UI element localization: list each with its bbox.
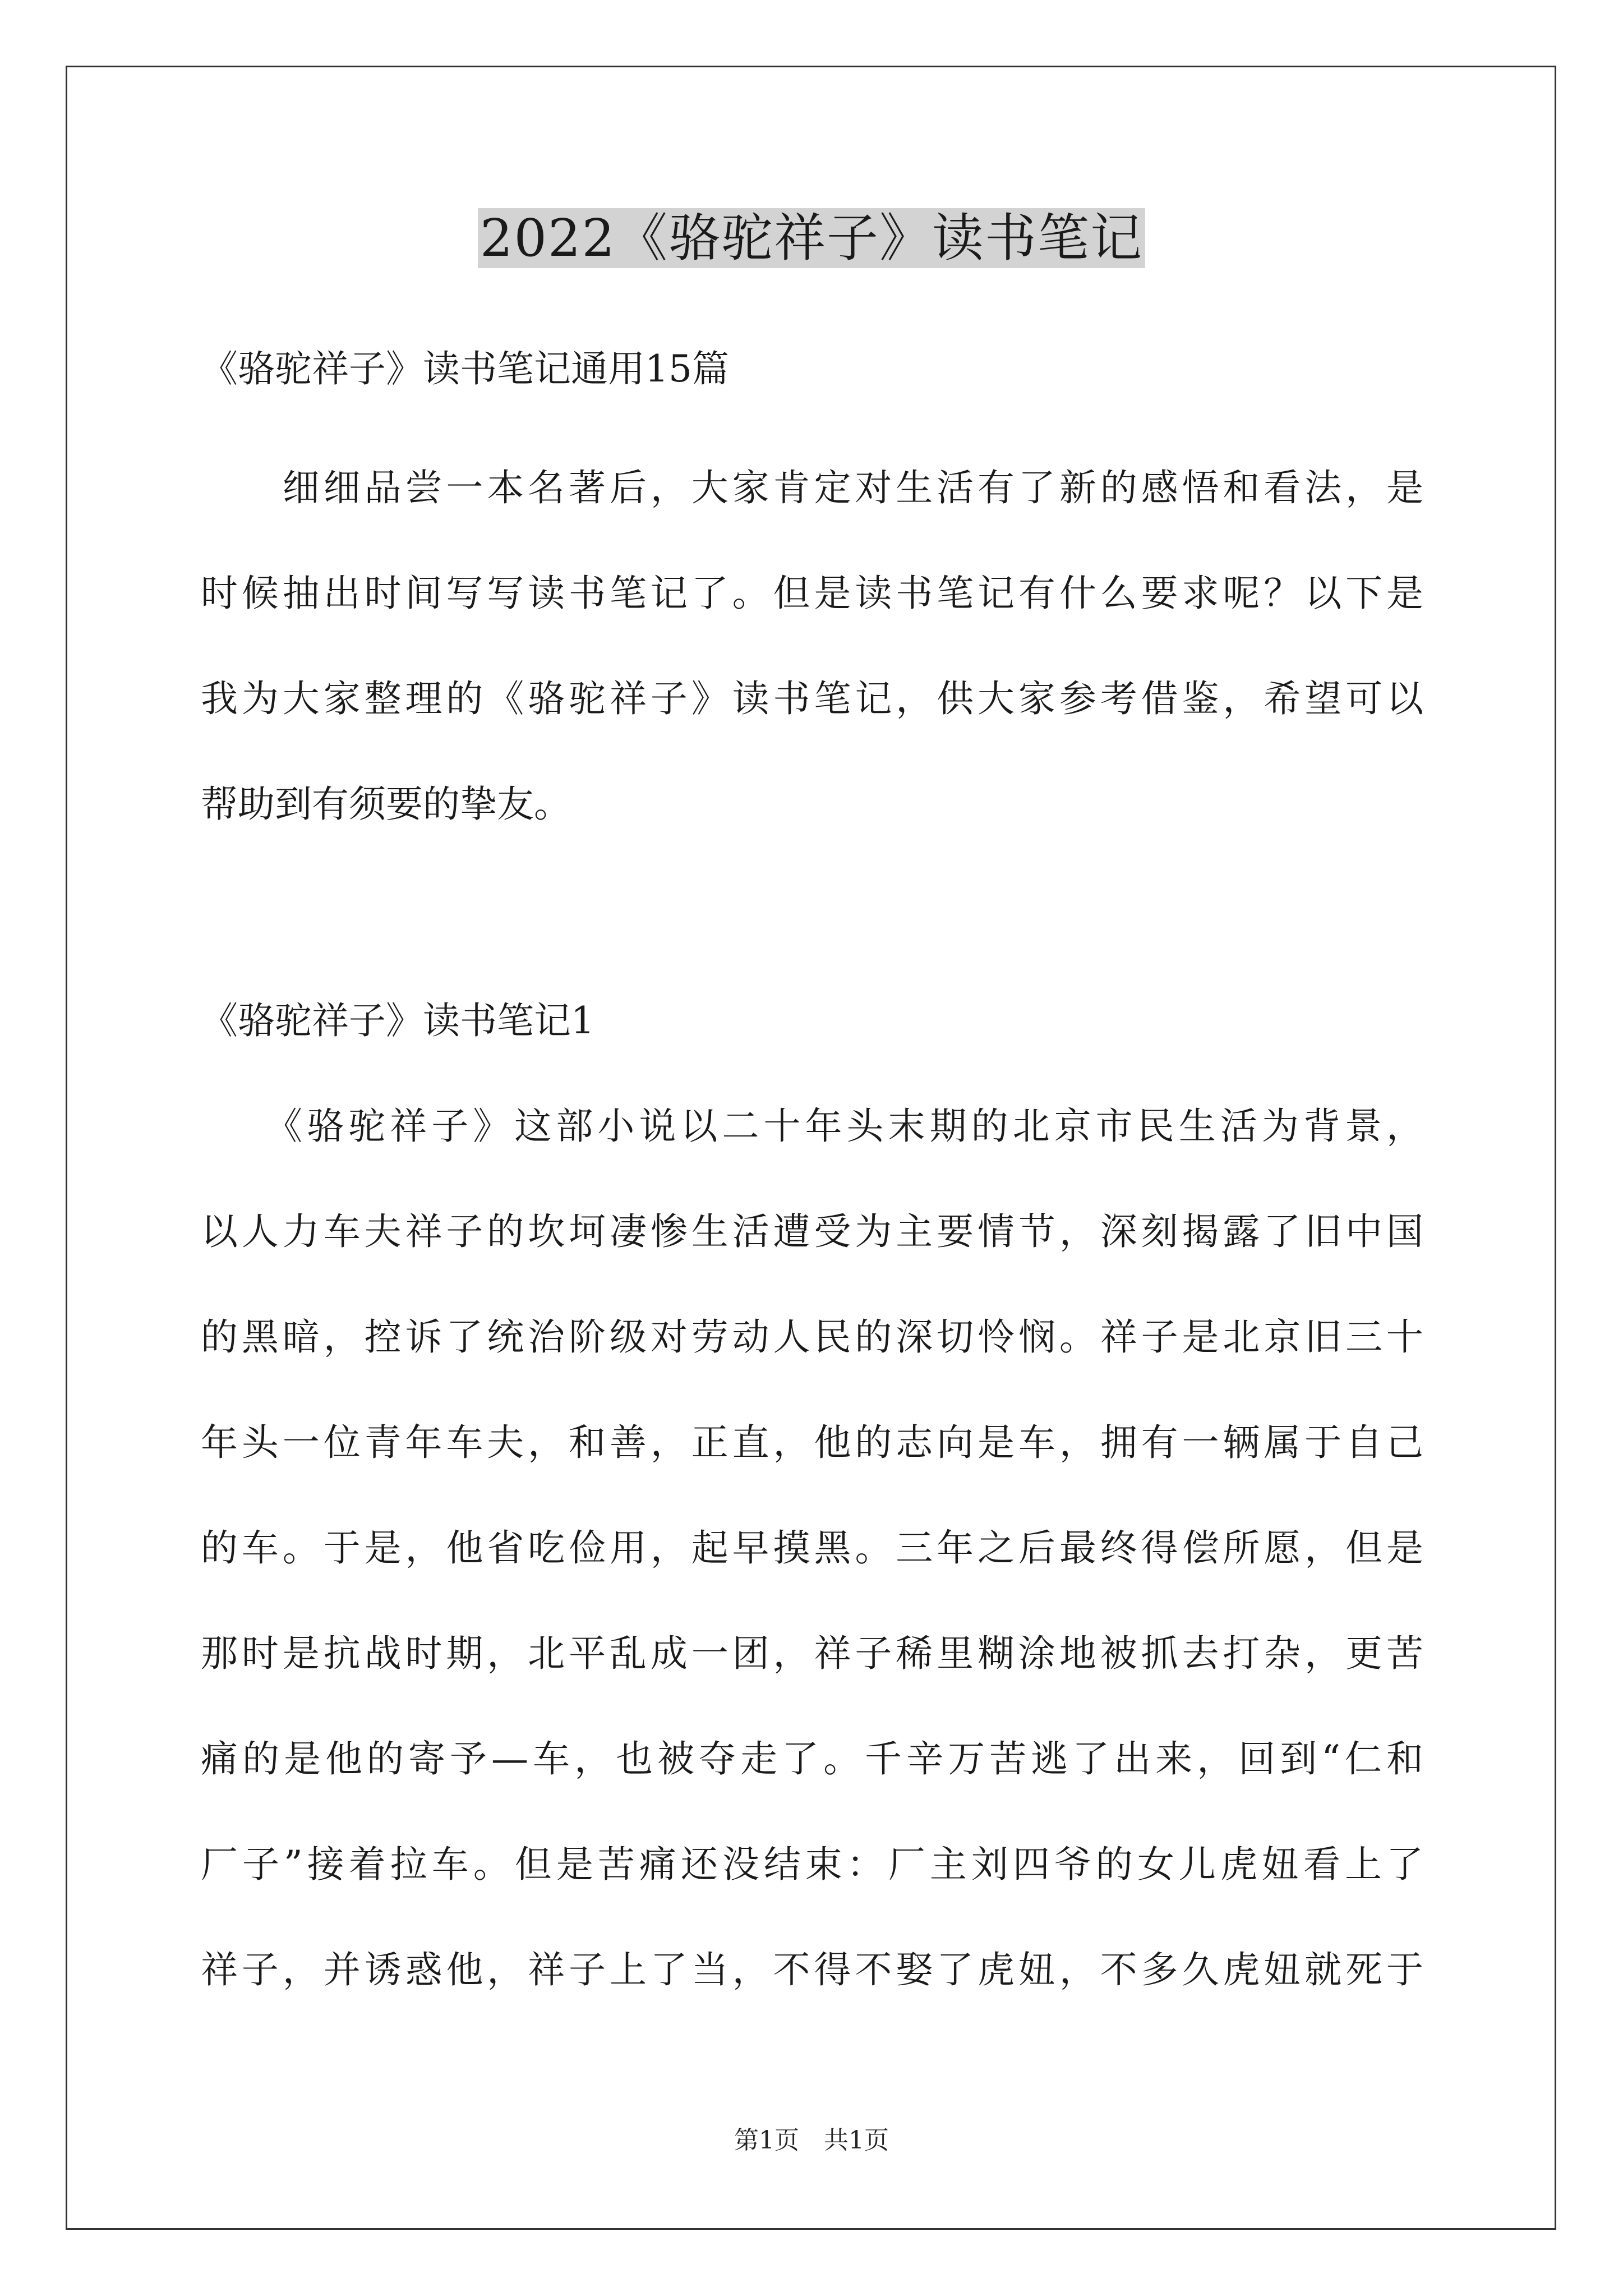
paragraph-line: 我为大家整理的《骆驼祥子》读书笔记，供大家参考借鉴，希望可以 bbox=[201, 677, 1423, 720]
intro-paragraph bbox=[201, 461, 1423, 831]
paragraph-line: 时候抽出时间写写读书笔记了。但是读书笔记有什么要求呢？以下是 bbox=[201, 572, 1423, 615]
paragraph-line: 细细品尝一本名著后，大家肯定对生活有了新的感悟和看法，是 bbox=[201, 466, 1423, 509]
paragraph-line: 痛的是他的寄予—车，也被夺走了。千辛万苦逃了出来，回到“仁和 bbox=[201, 1737, 1423, 1780]
section-heading-block bbox=[201, 994, 1423, 1048]
page-number: 第1页 bbox=[734, 2126, 799, 2155]
subtitle-block bbox=[201, 342, 1423, 396]
paragraph-line: 的车。于是，他省吃俭用，起早摸黑。三年之后最终得偿所愿，但是 bbox=[201, 1526, 1423, 1570]
paragraph-line: 那时是抗战时期，北平乱成一团，祥子稀里糊涂地被抓去打杂，更苦 bbox=[201, 1632, 1423, 1675]
paragraph-line: 《骆驼祥子》这部小说以二十年头末期的北京市民生活为背景， bbox=[201, 1105, 1423, 1148]
document-subtitle: 《骆驼祥子》读书笔记通用15篇 bbox=[201, 347, 729, 390]
paragraph-line: 祥子，并诱惑他，祥子上了当，不得不娶了虎妞，不多久虎妞就死于 bbox=[201, 1948, 1423, 1991]
paragraph-line: 年头一位青年车夫，和善，正直，他的志向是车，拥有一辆属于自己 bbox=[201, 1421, 1423, 1464]
page-footer bbox=[0, 2124, 1623, 2157]
page-total: 共1页 bbox=[824, 2126, 889, 2155]
paragraph-line: 帮助到有须要的挚友。 bbox=[201, 783, 571, 826]
section-paragraph bbox=[201, 1099, 1423, 1997]
paragraph-line: 厂子”接着拉车。但是苦痛还没结束：厂主刘四爷的女儿虎妞看上了 bbox=[201, 1843, 1423, 1886]
document-title bbox=[0, 202, 1623, 275]
document-title-text: 2022《骆驼祥子》读书笔记 bbox=[478, 208, 1145, 268]
paragraph-line: 以人力车夫祥子的坎坷凄惨生活遭受为主要情节，深刻揭露了旧中国 bbox=[201, 1210, 1423, 1253]
paragraph-line: 的黑暗，控诉了统治阶级对劳动人民的深切怜悯。祥子是北京旧三十 bbox=[201, 1315, 1423, 1359]
section-heading: 《骆驼祥子》读书笔记1 bbox=[201, 999, 594, 1042]
